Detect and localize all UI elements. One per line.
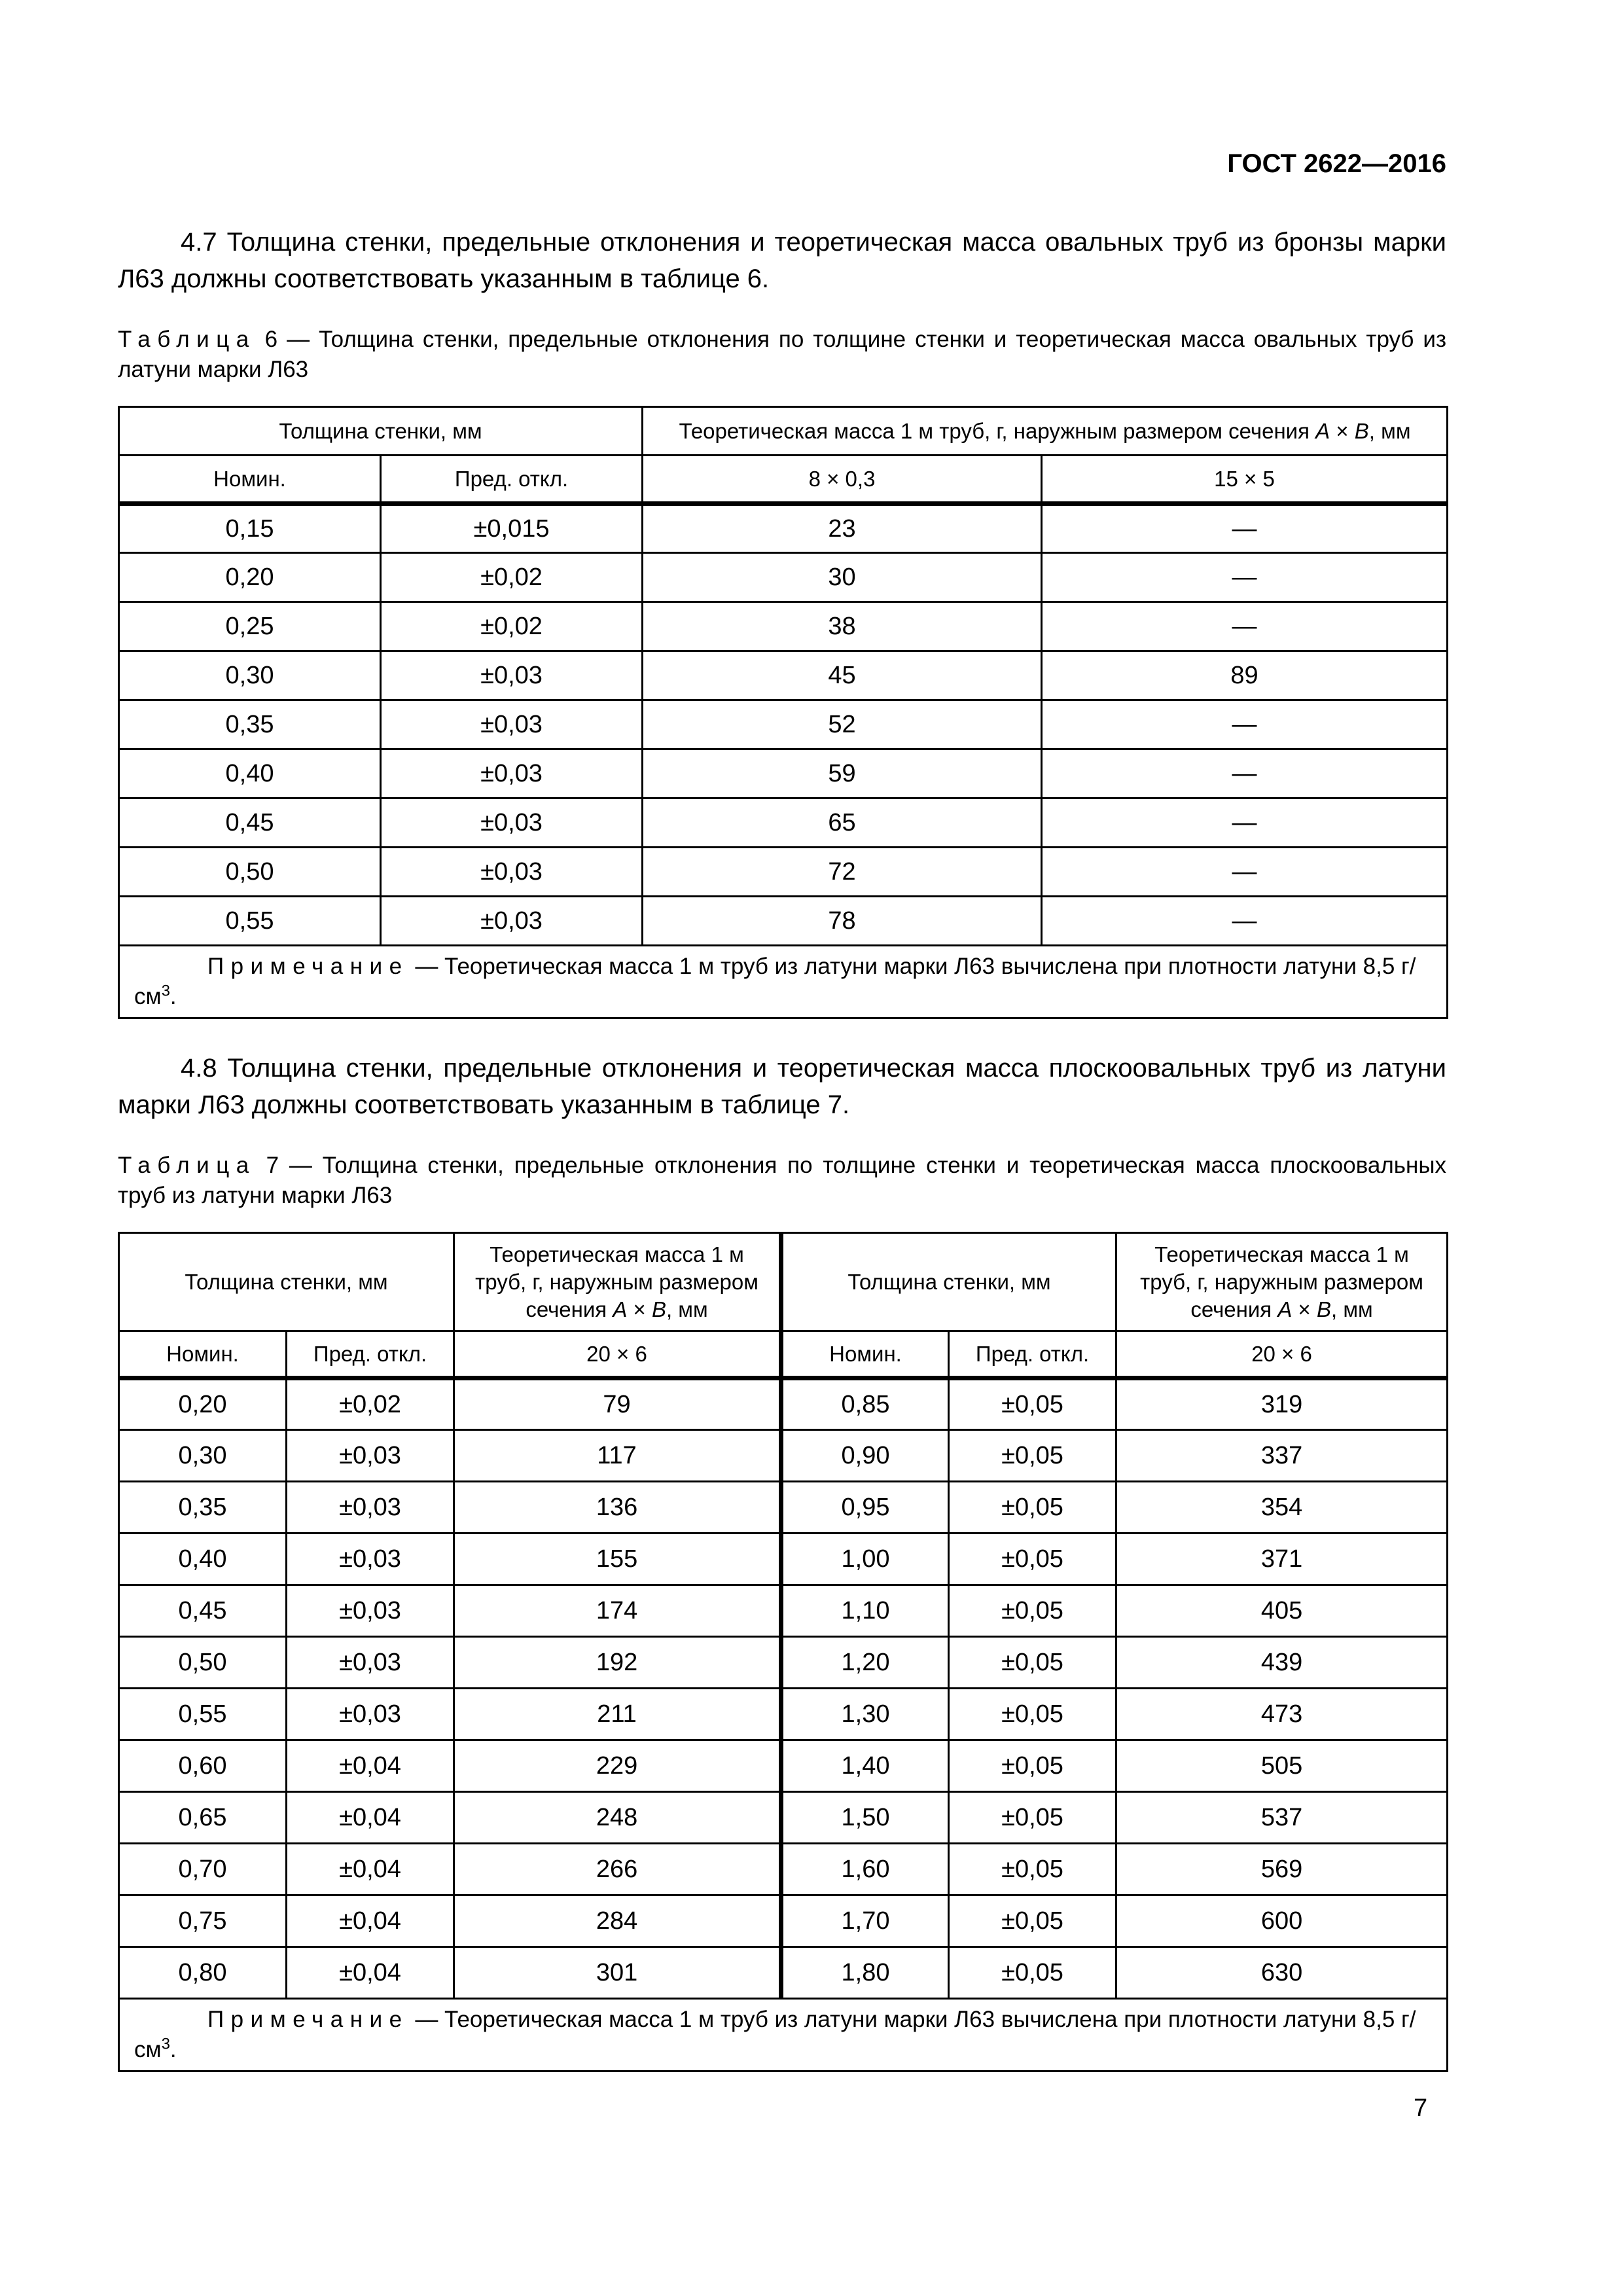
table-subheader-row: [119, 456, 1448, 504]
table-header-row: [119, 1233, 1448, 1331]
cell: 0,70: [119, 1844, 287, 1895]
cell: ±0,05: [949, 1482, 1116, 1534]
subheader-tolerance: Пред. откл.: [381, 456, 643, 504]
cell: 371: [1116, 1534, 1448, 1585]
table-row: [119, 1534, 1448, 1585]
cell: —: [1042, 504, 1448, 553]
cell: 0,55: [119, 897, 381, 946]
cell: 0,50: [119, 1637, 287, 1689]
cell: 0,50: [119, 848, 381, 897]
header-mass-right: Теоретическая масса 1 м труб, г, наружным размером сечения A × B, мм: [1116, 1233, 1448, 1331]
table-label: Таблица: [118, 1153, 256, 1178]
cell: 248: [454, 1792, 781, 1844]
cell: 45: [643, 651, 1042, 700]
table-header-row: [119, 407, 1448, 456]
section-text: Толщина стенки, предельные отклонения и теоретическая масса плоскоовальных труб из латуни марки Л63 должны соответствовать указанным в таблице 7.: [118, 1054, 1446, 1119]
cell: 1,70: [781, 1895, 949, 1947]
cell: ±0,015: [381, 504, 643, 553]
header-thickness-right: Толщина стенки, мм: [781, 1233, 1116, 1331]
table-title: 6 — Толщина стенки, предельные отклонения по толщине стенки и теоретическая масса овальных труб из латуни марки Л63: [118, 327, 1446, 382]
cell: —: [1042, 553, 1448, 602]
subheader-nominal: Номин.: [119, 456, 381, 504]
table-note: Примечание — Теоретическая масса 1 м труб из латуни марки Л63 вычислена при плотности латуни 8,5 $г/см^3$.: [119, 1999, 1448, 2072]
section-text: Толщина стенки, предельные отклонения и теоретическая масса овальных труб из бронзы марки Л63 должны соответствовать указанным в таблице 6.: [118, 228, 1446, 293]
cell: —: [1042, 700, 1448, 749]
cell: ±0,03: [287, 1482, 454, 1534]
table-row: [119, 1740, 1448, 1792]
table-row: [119, 798, 1448, 848]
cell: —: [1042, 798, 1448, 848]
cell: ±0,05: [949, 1689, 1116, 1740]
table-row: [119, 1844, 1448, 1895]
section-number: 4.8: [181, 1054, 217, 1083]
cell: ±0,05: [949, 1378, 1116, 1430]
cell: 79: [454, 1378, 781, 1430]
cell: ±0,05: [949, 1947, 1116, 1999]
cell: 0,60: [119, 1740, 287, 1792]
cell: ±0,03: [287, 1637, 454, 1689]
cell: 211: [454, 1689, 781, 1740]
cell: 0,20: [119, 1378, 287, 1430]
cell: ±0,03: [381, 798, 643, 848]
header-mass-left: Теоретическая масса 1 м труб, г, наружным размером сечения A × B, мм: [454, 1233, 781, 1331]
cell: 30: [643, 553, 1042, 602]
cell: 266: [454, 1844, 781, 1895]
table-row: [119, 1792, 1448, 1844]
cell: 405: [1116, 1585, 1448, 1637]
cell: ±0,05: [949, 1430, 1116, 1482]
cell: 23: [643, 504, 1042, 553]
cell: 136: [454, 1482, 781, 1534]
cell: 1,10: [781, 1585, 949, 1637]
cell: 0,20: [119, 553, 381, 602]
cell: ±0,04: [287, 1844, 454, 1895]
cell: ±0,03: [287, 1689, 454, 1740]
header-thickness-left: Толщина стенки, мм: [119, 1233, 454, 1331]
cell: ±0,03: [381, 749, 643, 798]
cell: 537: [1116, 1792, 1448, 1844]
cell: ±0,03: [381, 848, 643, 897]
document-code-header: ГОСТ 2622—2016: [1227, 149, 1446, 178]
cell: ±0,02: [287, 1378, 454, 1430]
cell: 1,80: [781, 1947, 949, 1999]
section-4-7-paragraph: [118, 224, 1446, 297]
table-row: [119, 1637, 1448, 1689]
subheader-size-20x6: 20 × 6: [454, 1331, 781, 1378]
cell: 192: [454, 1637, 781, 1689]
cell: ±0,03: [381, 700, 643, 749]
cell: 0,15: [119, 504, 381, 553]
section-4-8-paragraph: [118, 1050, 1446, 1123]
subheader-nominal: Номин.: [119, 1331, 287, 1378]
note-label: Примечание: [207, 954, 409, 979]
cell: ±0,05: [949, 1585, 1116, 1637]
cell: 0,85: [781, 1378, 949, 1430]
cell: 354: [1116, 1482, 1448, 1534]
cell: 473: [1116, 1689, 1448, 1740]
subheader-tolerance: Пред. откл.: [287, 1331, 454, 1378]
cell: ±0,05: [949, 1844, 1116, 1895]
cell: 0,35: [119, 700, 381, 749]
subheader-tolerance: Пред. откл.: [949, 1331, 1116, 1378]
cell: —: [1042, 848, 1448, 897]
cell: 0,30: [119, 1430, 287, 1482]
cell: ±0,03: [287, 1585, 454, 1637]
table-row: [119, 1482, 1448, 1534]
cell: ±0,04: [287, 1947, 454, 1999]
cell: 0,65: [119, 1792, 287, 1844]
cell: 337: [1116, 1430, 1448, 1482]
table-row: [119, 700, 1448, 749]
cell: 174: [454, 1585, 781, 1637]
cell: ±0,03: [381, 897, 643, 946]
cell: 0,80: [119, 1947, 287, 1999]
cell: 1,60: [781, 1844, 949, 1895]
cell: —: [1042, 749, 1448, 798]
table-row: [119, 1947, 1448, 1999]
cell: 52: [643, 700, 1042, 749]
table-subheader-row: [119, 1331, 1448, 1378]
cell: 0,35: [119, 1482, 287, 1534]
cell: 78: [643, 897, 1042, 946]
cell: 1,20: [781, 1637, 949, 1689]
cell: 0,30: [119, 651, 381, 700]
cell: ±0,03: [381, 651, 643, 700]
cell: 1,30: [781, 1689, 949, 1740]
cell: 569: [1116, 1844, 1448, 1895]
cell: 0,90: [781, 1430, 949, 1482]
table-row: [119, 1895, 1448, 1947]
table-row: [119, 651, 1448, 700]
table-row: [119, 602, 1448, 651]
table-row: [119, 1585, 1448, 1637]
cell: 439: [1116, 1637, 1448, 1689]
cell: 319: [1116, 1378, 1448, 1430]
cell: 505: [1116, 1740, 1448, 1792]
table-6: [118, 406, 1448, 1019]
cell: 630: [1116, 1947, 1448, 1999]
cell: ±0,03: [287, 1430, 454, 1482]
subheader-size-20x6: 20 × 6: [1116, 1331, 1448, 1378]
table-row: [119, 848, 1448, 897]
subheader-size-8x03: 8 × 0,3: [643, 456, 1042, 504]
table-6-caption: [118, 325, 1446, 385]
cell: 1,40: [781, 1740, 949, 1792]
cell: 38: [643, 602, 1042, 651]
cell: 72: [643, 848, 1042, 897]
cell: ±0,02: [381, 553, 643, 602]
table-row: [119, 897, 1448, 946]
cell: 117: [454, 1430, 781, 1482]
subheader-size-15x5: 15 × 5: [1042, 456, 1448, 504]
cell: ±0,05: [949, 1534, 1116, 1585]
cell: 301: [454, 1947, 781, 1999]
table-row: [119, 1689, 1448, 1740]
cell: 0,55: [119, 1689, 287, 1740]
header-mass: Теоретическая масса 1 м труб, г, наружным размером сечения A × B, мм: [643, 407, 1448, 456]
cell: 1,50: [781, 1792, 949, 1844]
cell: ±0,05: [949, 1740, 1116, 1792]
page-number: 7: [1414, 2094, 1428, 2122]
table-7-caption: [118, 1151, 1446, 1211]
note-label: Примечание: [207, 2007, 409, 2032]
cell: 65: [643, 798, 1042, 848]
cell: ±0,04: [287, 1792, 454, 1844]
cell: 0,75: [119, 1895, 287, 1947]
cell: ±0,03: [287, 1534, 454, 1585]
table-row: [119, 749, 1448, 798]
table-note-row: [119, 1999, 1448, 2072]
cell: 0,45: [119, 798, 381, 848]
table-row: [119, 553, 1448, 602]
cell: ±0,04: [287, 1895, 454, 1947]
table-7: [118, 1232, 1448, 2072]
cell: 59: [643, 749, 1042, 798]
cell: 155: [454, 1534, 781, 1585]
cell: 0,95: [781, 1482, 949, 1534]
cell: 89: [1042, 651, 1448, 700]
table-row: [119, 1378, 1448, 1430]
cell: 600: [1116, 1895, 1448, 1947]
cell: 229: [454, 1740, 781, 1792]
cell: ±0,05: [949, 1792, 1116, 1844]
header-thickness: Толщина стенки, мм: [119, 407, 643, 456]
cell: ±0,05: [949, 1637, 1116, 1689]
cell: 284: [454, 1895, 781, 1947]
cell: —: [1042, 602, 1448, 651]
cell: 1,00: [781, 1534, 949, 1585]
cell: —: [1042, 897, 1448, 946]
table-title: 7 — Толщина стенки, предельные отклонения по толщине стенки и теоретическая масса плоскоовальных труб из латуни марки Л63: [118, 1153, 1446, 1208]
subheader-nominal: Номин.: [781, 1331, 949, 1378]
table-note-row: [119, 946, 1448, 1018]
cell: ±0,04: [287, 1740, 454, 1792]
cell: 0,40: [119, 749, 381, 798]
table-note: Примечание — Теоретическая масса 1 м труб из латуни марки Л63 вычислена при плотности латуни 8,5 $г/см^3$.: [119, 946, 1448, 1018]
cell: ±0,02: [381, 602, 643, 651]
cell: 0,25: [119, 602, 381, 651]
table-label: Таблица: [118, 327, 256, 352]
table-row: [119, 1430, 1448, 1482]
cell: ±0,05: [949, 1895, 1116, 1947]
cell: 0,45: [119, 1585, 287, 1637]
cell: 0,40: [119, 1534, 287, 1585]
section-number: 4.7: [181, 228, 217, 257]
table-row: [119, 504, 1448, 553]
